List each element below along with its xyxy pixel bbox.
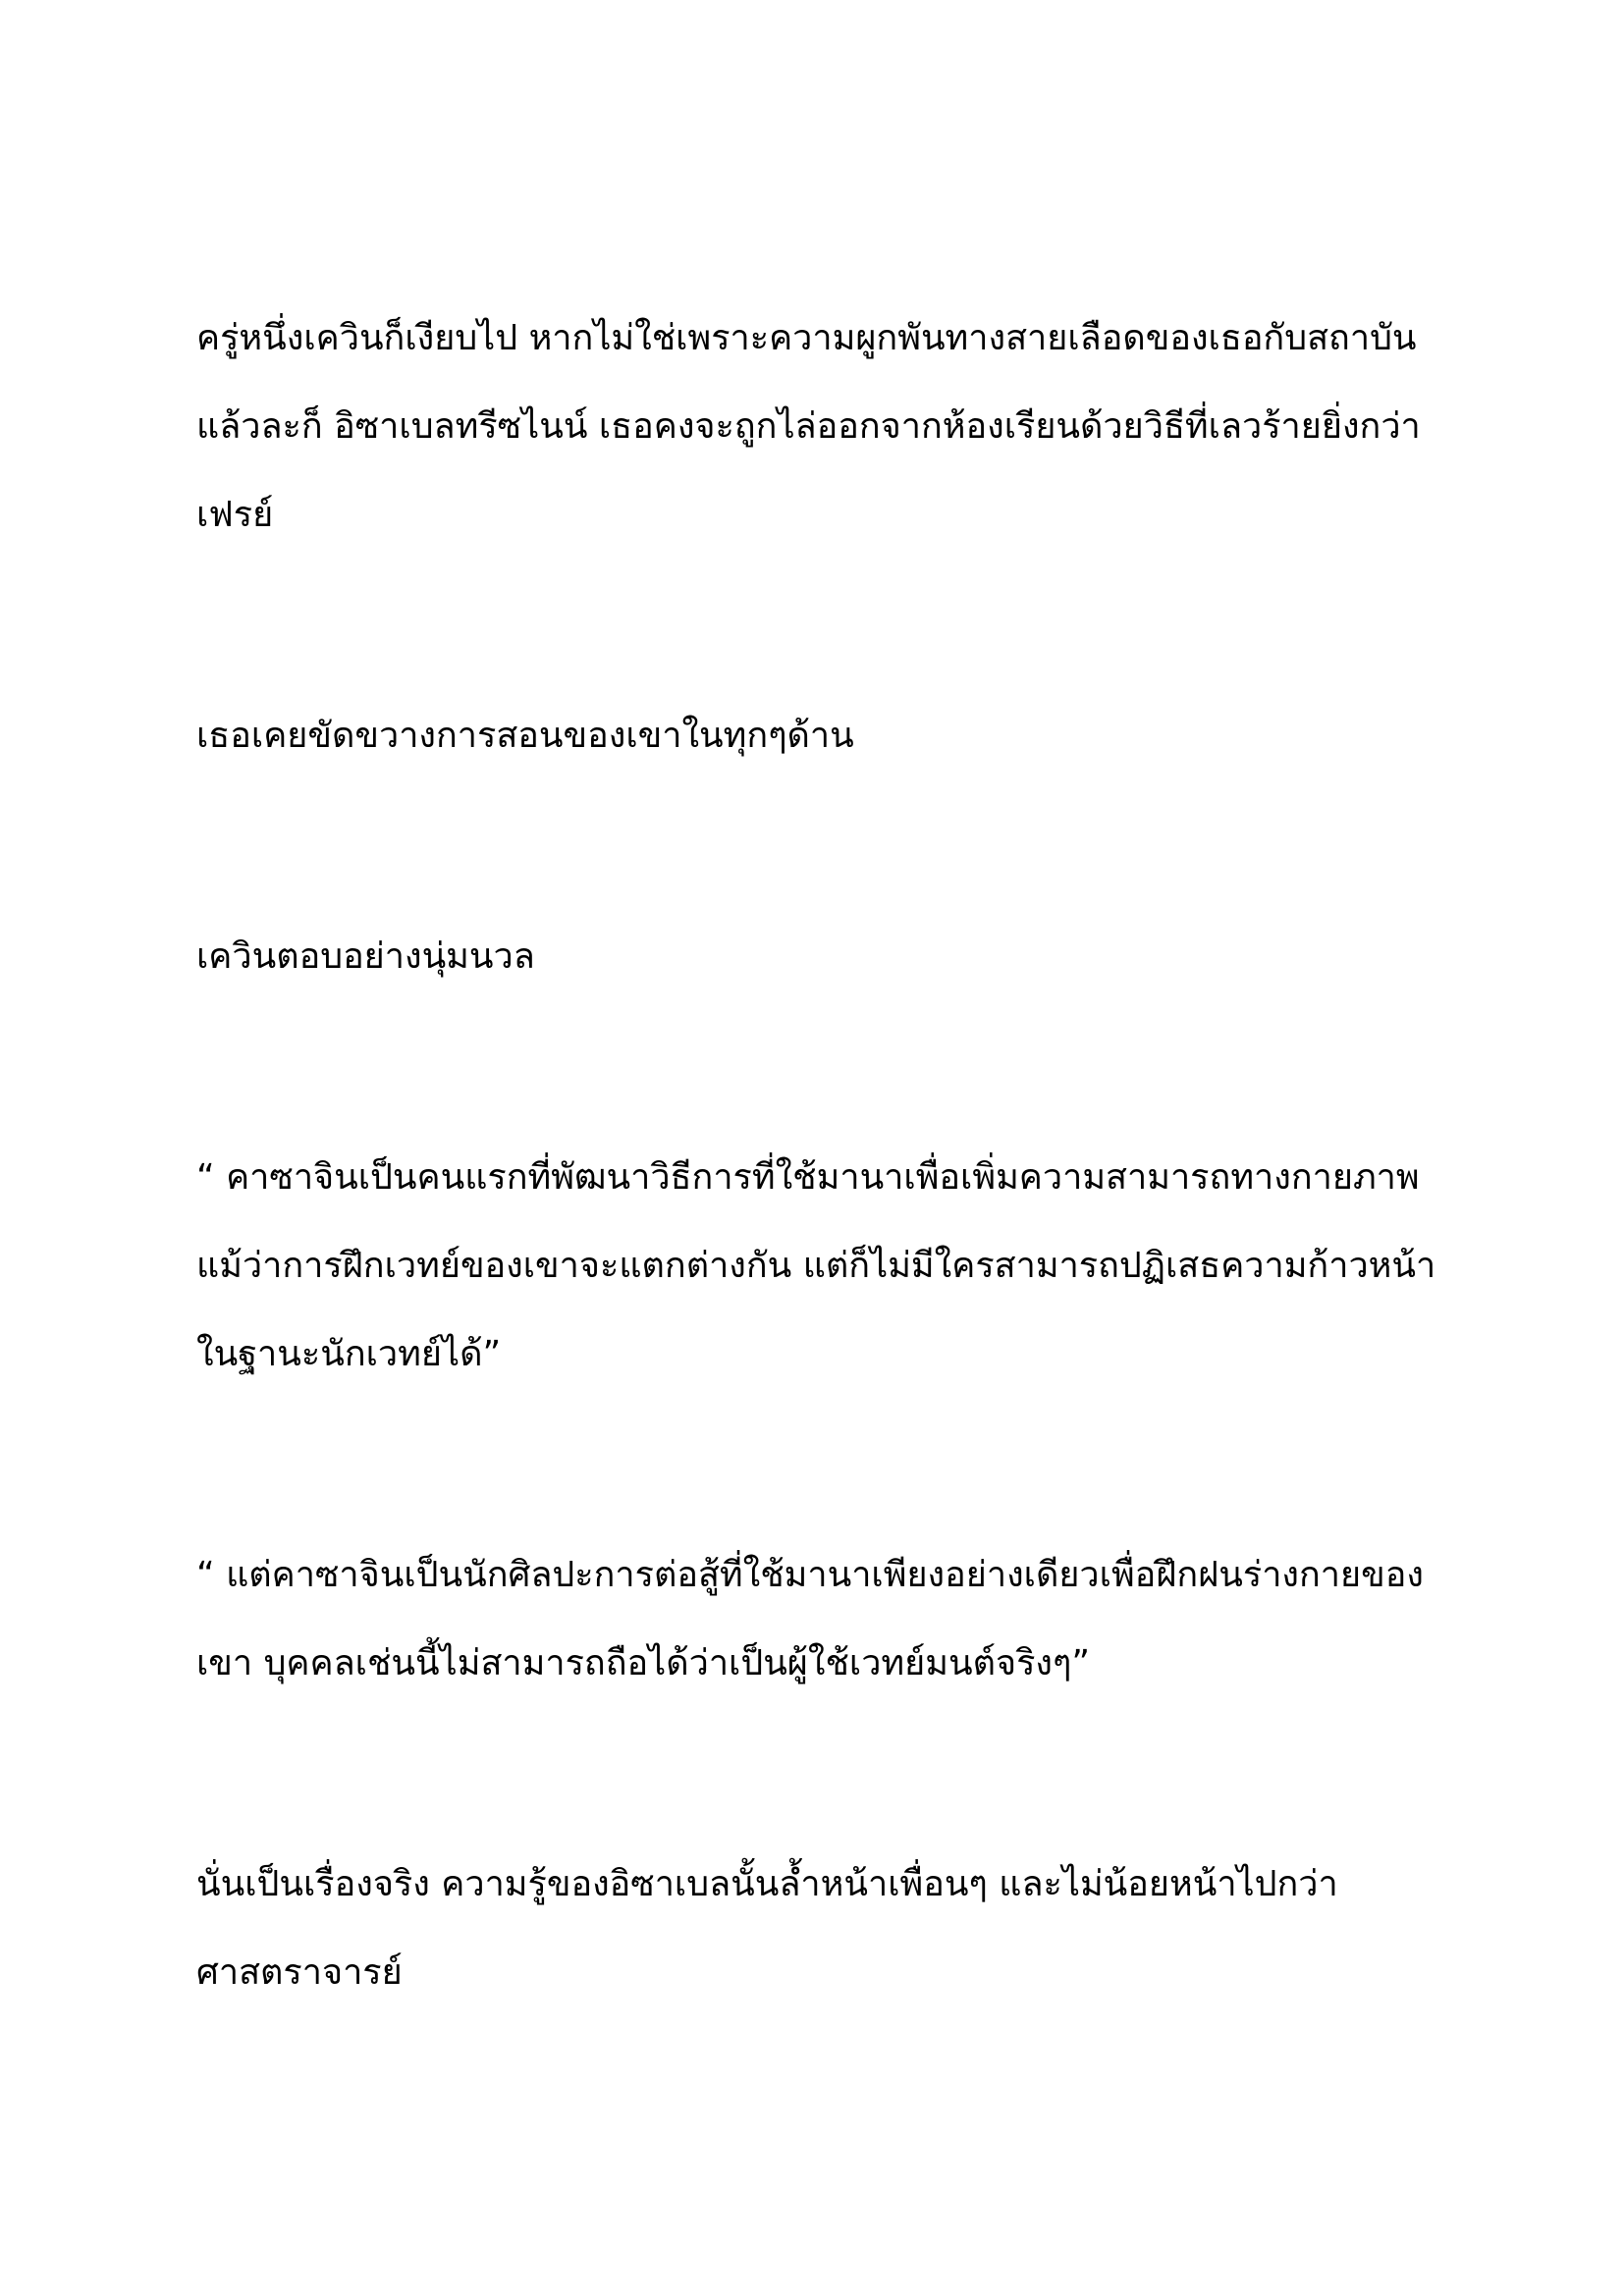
text-line: “ แต่คาซาจินเป็นนักศิลปะการต่อสู้ที่ใช้มานาเพียงอย่างเดียวเพื่อฝึกฝนร่างกายของ <box>196 1555 1424 1595</box>
paragraph-5 <box>196 1531 1434 1708</box>
text-line: เขา บุคคลเช่นนี้ไม่สามารถถือได้ว่าเป็นผู้ใช้เวทย์มนต์จริงๆ” <box>196 1643 1090 1683</box>
paragraph-4 <box>196 1134 1434 1399</box>
text-line: ศาสตราจารย์ <box>196 1952 403 1993</box>
text-line: ครู่หนึ่งเควินก็เงียบไป หากไม่ใช่เพราะความผูกพันทางสายเลือดของเธอกับสถาบัน <box>196 318 1417 358</box>
paragraph-1 <box>196 294 1434 560</box>
paragraph-3 <box>196 913 1434 1001</box>
text-line: ในฐานะนักเวทย์ได้” <box>196 1334 502 1374</box>
text-line: “ คาซาจินเป็นคนแรกที่พัฒนาวิธีการที่ใช้มานาเพื่อเพิ่มความสามารถทางกายภาพ <box>196 1157 1420 1198</box>
text-line: นั่นเป็นเรื่องจริง ความรู้ของอิซาเบลนั้นล้ำหน้าเพื่อนๆ และไม่น้อยหน้าไปกว่า <box>196 1864 1338 1904</box>
text-line: แม้ว่าการฝึกเวทย์ของเขาจะแตกต่างกัน แต่ก็ไม่มีใครสามารถปฏิเสธความก้าวหน้า <box>196 1246 1436 1286</box>
text-line: แล้วละก็ อิซาเบลทรีซไนน์ เธอคงจะถูกไล่ออกจากห้องเรียนด้วยวิธีที่เลวร้ายยิ่งกว่า <box>196 406 1421 447</box>
text-line: เควินตอบอย่างนุ่มนวล <box>196 936 535 977</box>
paragraph-6 <box>196 1841 1434 2017</box>
text-line: เธอเคยขัดขวางการสอนของเขาในทุกๆด้าน <box>196 716 854 756</box>
text-line: เฟรย์ <box>196 495 274 535</box>
paragraph-2 <box>196 692 1434 780</box>
